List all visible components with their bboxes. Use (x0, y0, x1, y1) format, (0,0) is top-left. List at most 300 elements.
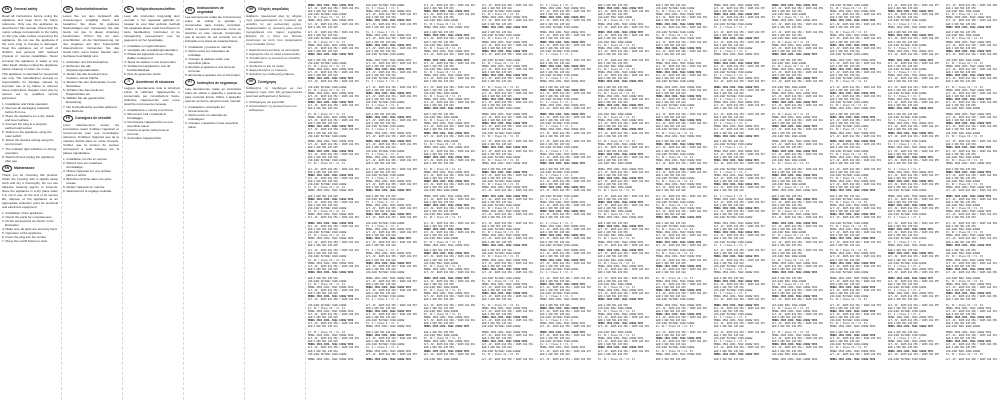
spec-row: Kl. II / Class II / Cl. II (424, 337, 461, 341)
spec-row: Art.-Nr. 0045 012 356 / 0045 012 357 (888, 270, 939, 274)
spec-row: Art.-Nr. 0045 012 358 / 0045 012 359 (424, 231, 475, 235)
spec-row: Kl. I / Class I / Cl. I (366, 152, 399, 156)
spec-row: 220-240V 50Hz 2000-2200W (946, 34, 980, 38)
spec-row: MODEL 4502 230V~ 50Hz 1500W IP20 (656, 255, 702, 259)
spec-row: 230-240V 50/60Hz 1000-1200W (656, 104, 695, 108)
spec-row: Art.-Nr. 0045 012 358 / 0045 012 359 (772, 104, 823, 108)
spec-row: 220-240V 50/60Hz 1500-1800W (366, 197, 405, 201)
spec-row: Art.-Nr. 0045 012 352 / 0045 012 353 (830, 279, 881, 283)
spec-row: Art.-Nr. 0045 012 356 / 0045 012 357 (366, 61, 417, 65)
spec-row: Art.-Nr. 0045 012 358 / 0045 012 359 (946, 101, 997, 105)
spec-row: Kl. II / Class II / Cl. II (656, 10, 693, 14)
spec-row: MODEL 4505 230V~ 50Hz 2200W IP24 (772, 173, 818, 177)
spec-row: Art.-Nr. 0045 012 354 / 0045 012 355 (540, 140, 591, 144)
spec-row: Art.-Nr. 0045 012 354 / 0045 012 355 (714, 64, 765, 68)
spec-row: EAN 4 006 501 245 018 (482, 80, 512, 84)
spec-row: MODEL 4503 230V~ 50Hz 1800W IP21 (366, 237, 412, 241)
spec-row: 220-240V 50/60Hz 1500-1800W (714, 288, 753, 292)
spec-row: Art.-Nr. 0045 012 356 / 0045 012 357 (540, 252, 591, 256)
spec-row: 220-240V 50/60Hz 1500-1800W (888, 237, 927, 241)
spec-row: EAN 4 006 501 245 032 (714, 213, 744, 217)
spec-row: EAN 4 006 501 245 025 (830, 258, 860, 262)
spec-row: Kl. II / Class II / Cl. II (308, 161, 345, 165)
instruction-step: 4. Enchufe el aparato a una toma de corriente. (185, 65, 236, 74)
instruction-step: 3. Coloque o aparelho numa superfície plana. (185, 121, 239, 130)
spec-row: MODEL 4501 230V~ 50Hz 1200W IP20 (308, 173, 354, 177)
spec-row: Art.-Nr. 0045 012 356 / 0045 012 357 (888, 149, 939, 153)
spec-row: MODEL 4505 230V~ 50Hz 2200W IP24 (598, 31, 644, 35)
instruction-step: 3. Τοποθετήστε τη συσκευή σε επίπεδη επιφάνεια. (246, 55, 300, 65)
spec-row: Art.-Nr. 0045 012 352 / 0045 012 353 (656, 186, 707, 190)
spec-row: 220-240V 50Hz 2000-2200W (424, 334, 458, 338)
spec-row: Art.-Nr. 0045 012 350 / 0045 012 351 (482, 222, 533, 225)
spec-row: MODEL 4501 230V~ 50Hz 1200W IP20 (656, 143, 702, 147)
spec-row: MODEL 4505 230V~ 50Hz 2200W IP24 (946, 243, 992, 247)
spec-row: 230-240V 50/60Hz 1000-1200W (830, 77, 869, 81)
spec-row: Kl. II / Class II / Cl. II (482, 134, 519, 138)
spec-row: Art.-Nr. 0045 012 352 / 0045 012 353 (830, 85, 881, 89)
spec-row: MODEL 4502 230V~ 50Hz 1500W IP20 (830, 58, 876, 62)
spec-row: Kl. II / Class II / Cl. II (772, 210, 809, 214)
spec-row: EAN 4 006 501 245 018 (308, 179, 338, 183)
spec-row: Kl. II / Class II / Cl. II (482, 231, 519, 235)
spec-row: Art.-Nr. 0045 012 352 / 0045 012 353 (308, 46, 359, 50)
spec-row: Art.-Nr. 0045 012 356 / 0045 012 357 (540, 204, 591, 208)
spec-row: Art.-Nr. 0045 012 358 / 0045 012 359 (946, 173, 997, 177)
spec-row: EAN 4 006 501 245 049 (540, 303, 570, 307)
spec-row: EAN 4 006 501 245 032 (888, 64, 918, 68)
spec-row: Art.-Nr. 0045 012 356 / 0045 012 357 (714, 7, 765, 11)
spec-row: Art.-Nr. 0045 012 354 / 0045 012 355 (540, 261, 591, 265)
spec-row: EAN 4 006 501 245 032 (540, 264, 570, 268)
spec-row: EAN 4 006 501 245 049 (714, 155, 744, 159)
spec-row: EAN 4 006 501 245 056 (424, 306, 454, 310)
spec-row: EAN 4 006 501 245 056 (772, 228, 802, 232)
spec-row: 220-240V 50/60Hz 1500-1800W (366, 77, 405, 81)
spec-row: 220-240V 50/60Hz 1500-1800W (888, 285, 927, 289)
spec-row: Art.-Nr. 0045 012 358 / 0045 012 359 (598, 252, 649, 256)
spec-row: EAN 4 006 501 245 056 (946, 249, 976, 253)
spec-row: Art.-Nr. 0045 012 358 / 0045 012 359 (598, 10, 649, 14)
spec-row: 220-240V 50Hz 2000-2200W (772, 231, 806, 235)
spec-row: Kl. II / Class II / Cl. II (830, 31, 867, 35)
spec-row: Art.-Nr. 0045 012 358 / 0045 012 359 (772, 200, 823, 204)
spec-row: 220-240V 50/60Hz 1500-1800W (366, 295, 405, 299)
spec-row: Art.-Nr. 0045 012 356 / 0045 012 357 (714, 225, 765, 229)
spec-row: 220-240V 50Hz 2000-2200W (424, 19, 458, 23)
spec-row: EAN 4 006 501 245 025 (656, 116, 686, 120)
spec-row: EAN 4 006 501 245 049 (714, 10, 744, 14)
spec-row: MODEL 4501 230V~ 50Hz 1200W IP20 (308, 343, 354, 347)
spec-row: MODEL 4504 230V~ 50Hz 2000W IP21 (366, 204, 412, 208)
spec-row: EAN 4 006 501 245 049 (714, 58, 744, 62)
spec-row: MODEL 4503 230V~ 50Hz 1800W IP21 (888, 107, 934, 111)
instruction-step: 7. Die Kontrollleuchte leuchtet während des Betriebs. (63, 104, 117, 113)
spec-row: Kl. II / Class II / Cl. II (656, 179, 693, 183)
spec-row: 220-240V 50/60Hz 1500-1800W (366, 125, 405, 129)
spec-row: EAN 4 006 501 245 032 (888, 16, 918, 20)
language-badge: EN (2, 6, 12, 13)
spec-row: Art.-Nr. 0045 012 354 / 0045 012 355 (366, 46, 417, 50)
spec-row: Art.-Nr. 0045 012 350 / 0045 012 351 (308, 176, 359, 180)
spec-row: Art.-Nr. 0045 012 358 / 0045 012 359 (772, 128, 823, 132)
spec-row: MODEL 4501 230V~ 50Hz 1200W IP20 (830, 358, 876, 362)
spec-row: Kl. I / Class I / Cl. I (714, 291, 747, 295)
spec-row: MODEL 4502 230V~ 50Hz 1500W IP20 (830, 204, 876, 208)
spec-row: 220-240V 50Hz 2000-2200W (946, 58, 980, 62)
spec-row: EAN 4 006 501 245 018 (656, 319, 686, 323)
spec-row: Kl. I / Class I / Cl. I (888, 216, 921, 220)
spec-row: Art.-Nr. 0045 012 350 / 0045 012 351 (830, 95, 881, 99)
spec-row: Kl. I / Class I / Cl. I (540, 295, 573, 299)
spec-row: EAN 4 006 501 245 049 (888, 249, 918, 253)
spec-row: Art.-Nr. 0045 012 356 / 0045 012 357 (888, 101, 939, 105)
spec-row: Art.-Nr. 0045 012 354 / 0045 012 355 (888, 303, 939, 307)
spec-row: EAN 4 006 501 245 049 (366, 258, 396, 262)
spec-row: Art.-Nr. 0045 012 360 / 0045 012 361 (772, 313, 823, 317)
spec-row: MODEL 4505 230V~ 50Hz 2200W IP24 (946, 122, 992, 126)
spec-row: MODEL 4506 230V~ 50Hz 2400W IP24 (946, 306, 992, 310)
spec-row: MODEL 4505 230V~ 50Hz 2200W IP24 (424, 179, 470, 183)
spec-row: Art.-Nr. 0045 012 354 / 0045 012 355 (888, 13, 939, 17)
spec-row: EAN 4 006 501 245 063 (772, 73, 802, 77)
spec-row: Art.-Nr. 0045 012 354 / 0045 012 355 (714, 258, 765, 262)
spec-row: MODEL 4501 230V~ 50Hz 1200W IP20 (482, 49, 528, 53)
instruction-step: 3. Plaats het apparaat op een droge, vlakke ondergrond. (124, 51, 175, 60)
spec-row: 220-240V 50/60Hz 1500-1800W (366, 222, 405, 225)
spec-row: MODEL 4506 230V~ 50Hz 2400W IP24 (424, 267, 470, 271)
spec-row: MODEL 4501 230V~ 50Hz 1200W IP20 (482, 316, 528, 320)
section-heading (124, 78, 180, 85)
spec-row: 220-240V 50/60Hz 1500-1800W (366, 319, 405, 323)
spec-row: Kl. I / Class I / Cl. I (714, 170, 747, 174)
spec-row: Art.-Nr. 0045 012 352 / 0045 012 353 (308, 216, 359, 220)
text-column (185, 4, 241, 396)
spec-row: Kl. II / Class II / Cl. II (946, 231, 983, 235)
spec-row: MODEL 4506 230V~ 50Hz 2400W IP24 (772, 261, 818, 265)
spec-row: EAN 4 006 501 245 018 (656, 173, 686, 177)
section-heading (124, 6, 180, 13)
instruction-step: 5. Accendere l'apparecchio. (124, 136, 162, 141)
spec-row: EAN 4 006 501 245 056 (424, 258, 454, 262)
spec-row: MODEL 4504 230V~ 50Hz 2000W IP21 (366, 252, 412, 256)
spec-row: 220-240V 50Hz 2000-2200W (424, 140, 458, 144)
spec-row: MODEL 4504 230V~ 50Hz 2000W IP21 (540, 298, 586, 302)
spec-row: EAN 4 006 501 245 049 (888, 225, 918, 229)
spec-row: Art.-Nr. 0045 012 356 / 0045 012 357 (888, 125, 939, 129)
spec-row: MODEL 4501 230V~ 50Hz 1200W IP20 (656, 70, 702, 74)
instruction-step: 4. Steek de stekker in het stopcontact. (124, 60, 177, 65)
instruction-step: 4. Make sure all parts are securely fixed. (2, 226, 58, 231)
section-heading (246, 6, 302, 13)
spec-row: Art.-Nr. 0045 012 354 / 0045 012 355 (540, 334, 591, 338)
spec-row: MODEL 4505 230V~ 50Hz 2200W IP24 (946, 98, 992, 102)
spec-row: EAN 4 006 501 245 025 (656, 358, 686, 362)
spec-row: Art.-Nr. 0045 012 350 / 0045 012 351 (830, 46, 881, 50)
language-badge: EN (2, 165, 12, 172)
spec-row: Art.-Nr. 0045 012 356 / 0045 012 357 (888, 295, 939, 299)
spec-row: EAN 4 006 501 245 056 (772, 10, 802, 14)
spec-row: EAN 4 006 501 245 018 (656, 4, 686, 7)
spec-row: Kl. II / Class II / Cl. II (830, 200, 867, 204)
spec-row: 220-240V 50/60Hz 1500-1800W (540, 267, 579, 271)
spec-row: Art.-Nr. 0045 012 352 / 0045 012 353 (656, 306, 707, 310)
spec-row: MODEL 4505 230V~ 50Hz 2200W IP24 (424, 252, 470, 256)
spec-row: Art.-Nr. 0045 012 354 / 0045 012 355 (366, 216, 417, 220)
spec-row: EAN 4 006 501 245 049 (714, 204, 744, 208)
spec-row: EAN 4 006 501 245 032 (366, 73, 396, 77)
spec-row: EAN 4 006 501 245 025 (656, 285, 686, 289)
spec-row: Art.-Nr. 0045 012 350 / 0045 012 351 (482, 149, 533, 153)
spec-row: Kl. II / Class II / Cl. II (830, 128, 867, 132)
spec-row: Kl. II / Class II / Cl. II (772, 306, 809, 310)
spec-row: EAN 4 006 501 245 025 (656, 67, 686, 71)
spec-row: Art.-Nr. 0045 012 350 / 0045 012 351 (308, 346, 359, 350)
spec-row: MODEL 4502 230V~ 50Hz 1500W IP20 (656, 231, 702, 235)
spec-row: 220-240V 50/60Hz 1500-1800W (540, 73, 579, 77)
spec-row: MODEL 4506 230V~ 50Hz 2400W IP24 (946, 40, 992, 44)
spec-row: Kl. II / Class II / Cl. II (308, 234, 345, 238)
spec-row: EAN 4 006 501 245 025 (482, 22, 512, 26)
instruction-step: 3. Place the appliance on a dry, stable and level surface. (2, 114, 55, 123)
spec-row: Kl. II / Class II / Cl. II (482, 61, 519, 65)
spec-row: Art.-Nr. 0045 012 350 / 0045 012 351 (482, 270, 533, 274)
spec-row: Art.-Nr. 0045 012 356 / 0045 012 357 (888, 222, 939, 225)
spec-row: EAN 4 006 501 245 025 (482, 216, 512, 220)
spec-row: EAN 4 006 501 245 025 (308, 73, 338, 77)
spec-row: Kl. II / Class II / Cl. II (772, 282, 809, 286)
spec-row: EAN 4 006 501 245 018 (656, 343, 686, 347)
spec-row: EAN 4 006 501 245 032 (540, 167, 570, 171)
spec-row: 220-240V 50Hz 2000-2200W (424, 189, 458, 193)
spec-row: MODEL 4505 230V~ 50Hz 2200W IP24 (946, 49, 992, 53)
spec-row: Kl. II / Class II / Cl. II (424, 95, 461, 99)
instruction-step: 6. Insert the plug into the socket. (2, 234, 47, 239)
spec-row: Kl. I / Class I / Cl. I (714, 49, 747, 53)
spec-row: 220-240V 50Hz 2000-2200W (424, 237, 458, 241)
spec-row: Art.-Nr. 0045 012 352 / 0045 012 353 (308, 70, 359, 74)
spec-row: MODEL 4505 230V~ 50Hz 2200W IP24 (772, 319, 818, 323)
spec-row: 220-240V 50/60Hz 1500-1800W (366, 149, 405, 153)
spec-row: 220-240V 50Hz 2000-2200W (424, 261, 458, 265)
spec-row: MODEL 4504 230V~ 50Hz 2000W IP21 (714, 270, 760, 274)
spec-row: MODEL 4504 230V~ 50Hz 2000W IP21 (714, 101, 760, 105)
spec-row: 230-240V 50/60Hz 1000-1200W (656, 7, 695, 11)
spec-row: Art.-Nr. 0045 012 360 / 0045 012 361 (946, 358, 997, 362)
spec-row: EAN 4 006 501 245 049 (540, 158, 570, 162)
spec-row: Art.-Nr. 0045 012 358 / 0045 012 359 (946, 52, 997, 56)
spec-column (888, 4, 942, 396)
spec-row: 220-240V 50/60Hz 1500-1800W (540, 98, 579, 102)
spec-row: MODEL 4504 230V~ 50Hz 2000W IP21 (366, 155, 412, 159)
spec-row: MODEL 4506 230V~ 50Hz 2400W IP24 (772, 189, 818, 193)
spec-row: EAN 4 006 501 245 049 (540, 13, 570, 17)
spec-row: Kl. I / Class I / Cl. I (714, 316, 747, 320)
spec-row: Art.-Nr. 0045 012 356 / 0045 012 357 (714, 104, 765, 108)
spec-row: Kl. II / Class II / Cl. II (830, 346, 867, 350)
spec-row: EAN 4 006 501 245 032 (366, 170, 396, 174)
spec-row: 220-240V 50Hz 2000-2200W (598, 282, 632, 286)
spec-row: 220-240V 50Hz 2000-2200W (946, 228, 980, 232)
spec-row: EAN 4 006 501 245 056 (424, 113, 454, 116)
spec-row: MODEL 4501 230V~ 50Hz 1200W IP20 (830, 309, 876, 313)
spec-row: EAN 4 006 501 245 056 (772, 276, 802, 280)
spec-row: Kl. I / Class I / Cl. I (540, 77, 573, 81)
spec-row: MODEL 4502 230V~ 50Hz 1500W IP20 (830, 252, 876, 256)
spec-row: EAN 4 006 501 245 025 (656, 19, 686, 23)
instruction-step: 3. Placez l'appareil sur une surface plane et sèche. (63, 168, 112, 177)
spec-row: EAN 4 006 501 245 049 (366, 16, 396, 20)
spec-row: MODEL 4505 230V~ 50Hz 2200W IP24 (598, 249, 644, 253)
spec-row: MODEL 4504 230V~ 50Hz 2000W IP21 (540, 104, 586, 108)
spec-row: MODEL 4506 230V~ 50Hz 2400W IP24 (772, 67, 818, 71)
spec-row: MODEL 4502 230V~ 50Hz 1500W IP20 (656, 279, 702, 283)
spec-row: Art.-Nr. 0045 012 350 / 0045 012 351 (482, 4, 533, 7)
spec-row: EAN 4 006 501 245 056 (946, 346, 976, 350)
spec-row: Art.-Nr. 0045 012 358 / 0045 012 359 (424, 255, 475, 259)
spec-row: 220-240V 50Hz 2000-2200W (598, 186, 632, 190)
spec-row: 230-240V 50/60Hz 1000-1200W (830, 173, 869, 177)
spec-row: MODEL 4501 230V~ 50Hz 1200W IP20 (482, 340, 528, 344)
spec-row: 220-240V 50/60Hz 1500-1800W (540, 194, 579, 198)
spec-row: EAN 4 006 501 245 049 (714, 107, 744, 111)
spec-row: 220-240V 50Hz 2000-2200W (598, 306, 632, 310)
instruction-step: 6. Select the desired setting using the control knob. (2, 138, 54, 147)
spec-row: EAN 4 006 501 245 018 (656, 125, 686, 129)
spec-row: MODEL 4504 230V~ 50Hz 2000W IP21 (714, 77, 760, 81)
spec-row: MODEL 4505 230V~ 50Hz 2200W IP24 (772, 343, 818, 347)
spec-row: MODEL 4504 230V~ 50Hz 2000W IP21 (714, 222, 760, 225)
spec-row: MODEL 4502 230V~ 50Hz 1500W IP20 (308, 309, 354, 313)
spec-row: 220-240V 50Hz 2000-2200W (946, 325, 980, 329)
spec-row: Art.-Nr. 0045 012 350 / 0045 012 351 (308, 152, 359, 156)
spec-row: Kl. II / Class II / Cl. II (482, 255, 519, 259)
spec-row: EAN 4 006 501 245 056 (772, 325, 802, 329)
spec-row: Art.-Nr. 0045 012 358 / 0045 012 359 (772, 7, 823, 11)
spec-row: 230-240V 50/60Hz 1000-1200W (482, 131, 521, 135)
body-paragraph: Lea atentamente todas las instrucciones antes de utilizar el aparato y consérvelas para futuras consultas. Utilice el aparato únicamente como se describe en este manual. Compruebe que la tensión de red coincide con la indicada en la placa de características. (185, 15, 241, 44)
spec-row: Art.-Nr. 0045 012 354 / 0045 012 355 (366, 288, 417, 292)
spec-row: EAN 4 006 501 245 049 (714, 252, 744, 256)
spec-row: 220-240V 50/60Hz 1500-1800W (888, 261, 927, 265)
spec-row: EAN 4 006 501 245 032 (888, 161, 918, 165)
spec-row: Art.-Nr. 0045 012 358 / 0045 012 359 (772, 322, 823, 326)
instruction-step: 6. Sélectionnez le réglage souhaité. (63, 188, 113, 193)
body-paragraph: Thank you for choosing this product. Clean the housing with a slightly damp cloth and dry it thoroughly. Do not use abrasive cleaning agents or solvents. Store the appliance in a dry place when it is not in use. At the end of its service life, dispose of the appliance at an appropriate collection point for electrical and electronic equipment. (2, 172, 58, 210)
text-column (2, 4, 58, 396)
section-title: Sicherheitshinweise (75, 7, 108, 12)
spec-row: MODEL 4503 230V~ 50Hz 1800W IP21 (540, 258, 586, 262)
spec-row: Kl. II / Class II / Cl. II (946, 158, 983, 162)
section-heading (63, 115, 119, 122)
spec-row: 220-240V 50Hz 2000-2200W (772, 158, 806, 162)
spec-row: Art.-Nr. 0045 012 350 / 0045 012 351 (830, 216, 881, 220)
spec-row: MODEL 4503 230V~ 50Hz 1800W IP21 (540, 282, 586, 286)
spec-row: Art.-Nr. 0045 012 350 / 0045 012 351 (830, 240, 881, 244)
spec-row: EAN 4 006 501 245 049 (366, 306, 396, 310)
spec-row: Art.-Nr. 0045 012 354 / 0045 012 355 (714, 282, 765, 286)
body-paragraph: Leia atentamente todas as instruções antes de utilizar o aparelho e guarde-as para consulta futura. Utilize o aparelho apenas conforme descrito neste manual. (185, 87, 241, 104)
spec-row: EAN 4 006 501 245 032 (366, 98, 396, 102)
spec-row: MODEL 4502 230V~ 50Hz 1500W IP20 (308, 67, 354, 71)
spec-row: MODEL 4505 230V~ 50Hz 2200W IP24 (772, 77, 818, 81)
spec-row: Kl. II / Class II / Cl. II (424, 167, 461, 171)
spec-row: MODEL 4502 230V~ 50Hz 1500W IP20 (308, 237, 354, 241)
spec-row: Art.-Nr. 0045 012 356 / 0045 012 357 (540, 107, 591, 111)
spec-row: EAN 4 006 501 245 018 (482, 322, 512, 326)
spec-row: Art.-Nr. 0045 012 354 / 0045 012 355 (714, 306, 765, 310)
spec-row: Art.-Nr. 0045 012 360 / 0045 012 361 (598, 49, 649, 53)
spec-row: Kl. II / Class II / Cl. II (946, 13, 983, 17)
spec-row: 230-240V 50/60Hz 1000-1200W (308, 303, 347, 307)
spec-row: EAN 4 006 501 245 063 (598, 295, 628, 299)
spec-row: MODEL 4501 230V~ 50Hz 1200W IP20 (830, 67, 876, 71)
spec-row: EAN 4 006 501 245 063 (424, 200, 454, 204)
spec-row: MODEL 4501 230V~ 50Hz 1200W IP20 (308, 149, 354, 153)
spec-row: Kl. I / Class I / Cl. I (366, 128, 399, 132)
spec-row: Art.-Nr. 0045 012 360 / 0045 012 361 (772, 95, 823, 99)
spec-row: 220-240V 50/60Hz 1500-1800W (540, 243, 579, 247)
instruction-step: 3. Stellen Sie das Gerät auf eine trockene, ebene Fläche. (63, 72, 108, 81)
spec-row: Art.-Nr. 0045 012 358 / 0045 012 359 (772, 80, 823, 84)
spec-row: MODEL 4504 230V~ 50Hz 2000W IP21 (540, 225, 586, 229)
spec-row: Art.-Nr. 0045 012 356 / 0045 012 357 (714, 128, 765, 132)
spec-row: MODEL 4501 230V~ 50Hz 1200W IP20 (308, 4, 354, 7)
spec-row: MODEL 4503 230V~ 50Hz 1800W IP21 (540, 186, 586, 190)
spec-row: 230-240V 50/60Hz 1000-1200W (656, 225, 695, 229)
spec-row: MODEL 4502 230V~ 50Hz 1500W IP20 (830, 34, 876, 38)
spec-row: MODEL 4503 230V~ 50Hz 1800W IP21 (714, 207, 760, 211)
spec-row: MODEL 4504 230V~ 50Hz 2000W IP21 (714, 125, 760, 129)
spec-row: EAN 4 006 501 245 018 (830, 243, 860, 247)
spec-row: Art.-Nr. 0045 012 354 / 0045 012 355 (540, 213, 591, 217)
spec-row: MODEL 4503 230V~ 50Hz 1800W IP21 (540, 161, 586, 165)
spec-row: EAN 4 006 501 245 018 (308, 131, 338, 135)
spec-row: MODEL 4502 230V~ 50Hz 1500W IP20 (308, 91, 354, 95)
spec-row: 220-240V 50/60Hz 1500-1800W (714, 216, 753, 220)
spec-row: Art.-Nr. 0045 012 354 / 0045 012 355 (366, 167, 417, 171)
spec-row: MODEL 4501 230V~ 50Hz 1200W IP20 (482, 73, 528, 77)
spec-row: EAN 4 006 501 245 063 (424, 7, 454, 11)
spec-column (714, 4, 768, 396)
spec-row: Art.-Nr. 0045 012 360 / 0045 012 361 (424, 125, 475, 129)
language-badge: FR (63, 115, 73, 122)
spec-row: EAN 4 006 501 245 025 (482, 288, 512, 292)
spec-row: MODEL 4502 230V~ 50Hz 1500W IP20 (308, 213, 354, 217)
spec-row: Art.-Nr. 0045 012 352 / 0045 012 353 (482, 309, 533, 313)
spec-row: EAN 4 006 501 245 018 (656, 101, 686, 105)
spec-row: Art.-Nr. 0045 012 350 / 0045 012 351 (656, 291, 707, 295)
spec-row: Kl. I / Class I / Cl. I (540, 149, 573, 153)
spec-row: Art.-Nr. 0045 012 354 / 0045 012 355 (888, 85, 939, 89)
spec-row: Art.-Nr. 0045 012 354 / 0045 012 355 (366, 337, 417, 341)
spec-row: Art.-Nr. 0045 012 352 / 0045 012 353 (656, 210, 707, 214)
fold-line (244, 0, 245, 400)
spec-row: MODEL 4505 230V~ 50Hz 2200W IP24 (424, 325, 470, 329)
spec-row: 230-240V 50/60Hz 1000-1200W (308, 207, 347, 211)
spec-row: MODEL 4505 230V~ 50Hz 2200W IP24 (598, 80, 644, 84)
spec-row: Kl. II / Class II / Cl. II (424, 22, 461, 26)
spec-row: MODEL 4506 230V~ 50Hz 2400W IP24 (772, 285, 818, 289)
spec-row: Kl. I / Class I / Cl. I (540, 270, 573, 274)
spec-row: MODEL 4505 230V~ 50Hz 2200W IP24 (772, 4, 818, 7)
spec-row: EAN 4 006 501 245 025 (482, 143, 512, 147)
spec-row: MODEL 4503 230V~ 50Hz 1800W IP21 (366, 334, 412, 338)
spec-row: Kl. II / Class II / Cl. II (656, 325, 693, 329)
spec-row: 220-240V 50/60Hz 1500-1800W (366, 343, 405, 347)
spec-row: Kl. II / Class II / Cl. II (482, 207, 519, 211)
spec-row: Art.-Nr. 0045 012 352 / 0045 012 353 (308, 143, 359, 147)
